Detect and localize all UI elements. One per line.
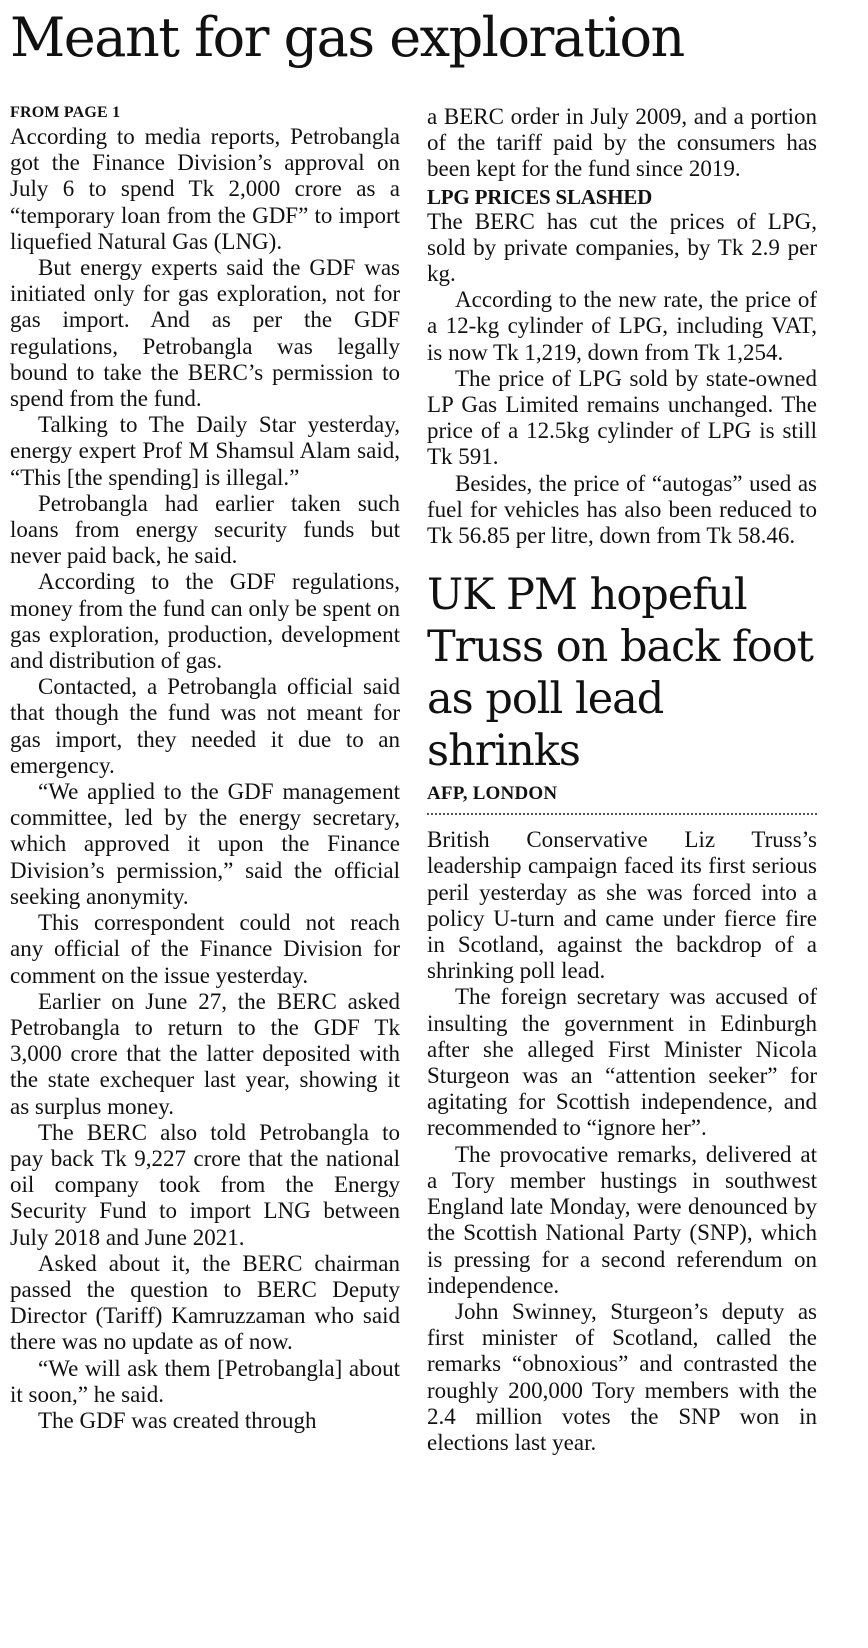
body-paragraph: Asked about it, the BERC chairman passed the question to BERC Deputy Director (Tariff) Kamruzzaman who said there was no update as of now. — [10, 1250, 400, 1355]
body-paragraph: Petrobangla had earlier taken such loans from energy security funds but never paid back, he said. — [10, 490, 400, 569]
body-paragraph: According to media reports, Petrobangla got the Finance Division’s approval on July 6 to spend Tk 2,000 crore as a “temporary loan from the GDF” to import liquefied Natural Gas (LNG). — [10, 124, 400, 254]
body-paragraph: Talking to The Daily Star yesterday, energy expert Prof M Shamsul Alam said, “This [the spending] is illegal.” — [10, 412, 400, 490]
body-paragraph: But energy experts said the GDF was initiated only for gas exploration, not for gas import. And as per the GDF regulations, Petrobangla was legally bound to take the BERC’s permission to spend from the fund. — [10, 255, 400, 412]
right-column — [427, 104, 817, 1456]
lpg-paragraph: According to the new rate, the price of a 12-kg cylinder of LPG, including VAT, is now Tk 1,219, down from Tk 1,254. — [427, 287, 817, 365]
byline-divider — [427, 813, 817, 815]
body-paragraph: The GDF was created through — [38, 1407, 317, 1433]
body-paragraph: The BERC also told Petrobangla to pay back Tk 9,227 crore that the national oil company took from the Energy Security Fund to import LNG between July 2018 and June 2021. — [10, 1119, 400, 1250]
body-paragraph: Earlier on June 27, the BERC asked Petrobangla to return to the GDF Tk 3,000 crore that the latter deposited with the state exchequer last year, showing it as surplus money. — [10, 988, 400, 1119]
continuation-paragraph: a BERC order in July 2009, and a portion of the tariff paid by the consumers has been kept for the fund since 2019. — [427, 104, 817, 182]
truss-paragraph: British Conservative Liz Truss’s leadership campaign faced its first serious peril yesterday as she was forced into a policy U-turn and came under fierce fire in Scotland, against the backdrop of a shrinking poll lead. — [427, 827, 817, 984]
body-paragraph: This correspondent could not reach any official of the Finance Division for comment on the issue yesterday. — [10, 910, 400, 988]
lpg-paragraph: Besides, the price of “autogas” used as fuel for vehicles has also been reduced to Tk 56.85 per litre, down from Tk 58.46. — [427, 470, 817, 549]
from-page-kicker: FROM PAGE 1 — [10, 104, 121, 121]
lpg-subhead: LPG PRICES SLASHED — [427, 184, 653, 209]
truss-story-headline: UK PM hopeful Truss on back foot as poll lead shrinks — [427, 570, 813, 777]
page-headline: Meant for gas exploration — [10, 6, 684, 69]
lpg-paragraph: The BERC has cut the prices of LPG, sold by private companies, by Tk 2.9 per kg. — [427, 208, 817, 287]
truss-story-byline: AFP, LONDON — [427, 783, 558, 805]
body-paragraph: “We will ask them [Petrobangla] about it soon,” he said. — [10, 1355, 400, 1407]
body-paragraph: According to the GDF regulations, money from the fund can only be spent on gas exploration, production, development and distribution of gas. — [10, 569, 400, 674]
truss-paragraph: The provocative remarks, delivered at a Tory member hustings in southwest England late Monday, were denounced by the Scottish National Party (SNP), which is pressing for a second referendum on independence. — [427, 1141, 817, 1298]
truss-paragraph: John Swinney, Sturgeon’s deputy as first minister of Scotland, called the remarks “obnoxious” and contrasted the roughly 200,000 Tory members with the 2.4 million votes the SNP won in elections last year. — [427, 1298, 817, 1455]
body-paragraph: “We applied to the GDF management committee, led by the energy secretary, which approved it upon the Finance Division’s permission,” said the official seeking anonymity. — [10, 779, 400, 909]
truss-paragraph: The foreign secretary was accused of insulting the government in Edinburgh after she alleged First Minister Nicola Sturgeon was an “attention seeker” for agitating for Scottish independence, and recommended to “ignore her”. — [427, 984, 817, 1141]
lpg-paragraph: The price of LPG sold by state-owned LP Gas Limited remains unchanged. The price of a 12.5kg cylinder of LPG is still Tk 591. — [427, 365, 817, 470]
body-paragraph: Contacted, a Petrobangla official said that though the fund was not meant for gas import, they needed it due to an emergency. — [10, 674, 400, 778]
left-column — [10, 104, 400, 1434]
